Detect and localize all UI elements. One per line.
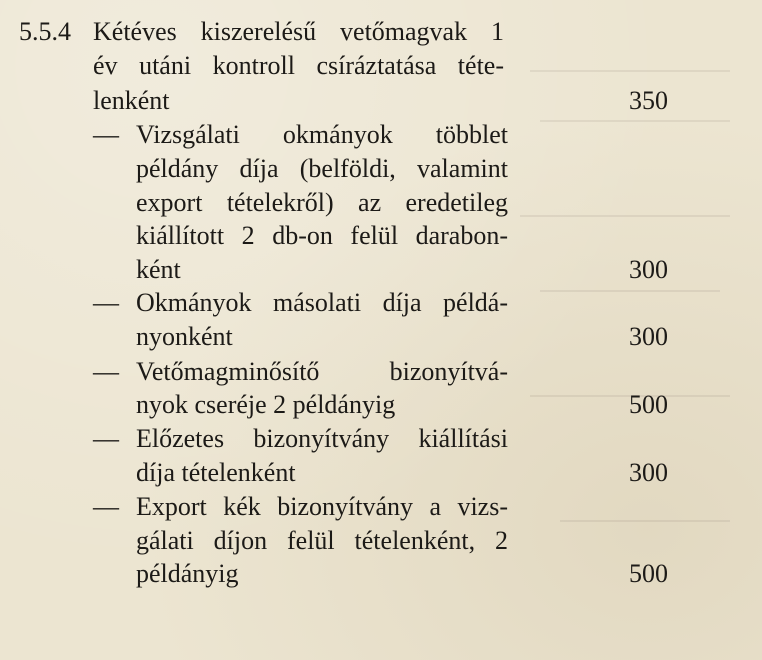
item-line bbox=[136, 286, 508, 320]
item-line bbox=[136, 219, 508, 253]
item-dash: — bbox=[93, 120, 119, 149]
item-line-text: kiállított 2 db-on felül darabon- bbox=[136, 221, 508, 250]
item-line-text: Vetőmagminősítő bizonyítvá- bbox=[136, 357, 508, 386]
item-line-text: Vizsgálati okmányok többlet bbox=[136, 120, 508, 149]
item-value: 300 bbox=[629, 322, 668, 351]
item-dash: — bbox=[93, 492, 119, 521]
bleed-through-mark bbox=[530, 70, 730, 72]
item-value: 500 bbox=[629, 559, 668, 588]
section-line: lenként bbox=[93, 86, 170, 115]
bleed-through-mark bbox=[540, 290, 720, 292]
item-dash: — bbox=[93, 424, 119, 453]
item-line-text: példány díja (belföldi, valamint bbox=[136, 154, 508, 183]
item-value: 500 bbox=[629, 390, 668, 419]
item-line-text: Előzetes bizonyítvány kiállítási bbox=[136, 424, 508, 453]
item-line bbox=[136, 422, 508, 456]
section-number: 5.5.4 bbox=[19, 17, 71, 46]
section-value: 350 bbox=[629, 86, 668, 115]
item-line: nyok cseréje 2 példányig bbox=[136, 390, 396, 419]
item-line-text: gálati díjon felül tételenként, 2 bbox=[136, 526, 508, 555]
item-line bbox=[136, 118, 508, 152]
bleed-through-mark bbox=[540, 120, 730, 122]
item-dash: — bbox=[93, 357, 119, 386]
item-line bbox=[136, 490, 508, 524]
item-line-text: Okmányok másolati díja példá- bbox=[136, 288, 508, 317]
section-line-text: év utáni kontroll csíráztatása téte- bbox=[93, 51, 504, 80]
bleed-through-mark bbox=[520, 215, 730, 217]
item-line bbox=[136, 152, 508, 186]
item-dash: — bbox=[93, 288, 119, 317]
item-line bbox=[136, 186, 508, 220]
item-line-text: export tételekről) az eredetileg bbox=[136, 188, 508, 217]
section-line bbox=[93, 49, 504, 83]
section-line-text: Kétéves kiszerelésű vetőmagvak 1 bbox=[93, 17, 504, 46]
item-line-text: Export kék bizonyítvány a vizs- bbox=[136, 492, 508, 521]
item-line bbox=[136, 355, 508, 389]
item-value: 300 bbox=[629, 458, 668, 487]
section-line bbox=[93, 15, 504, 49]
item-line bbox=[136, 524, 508, 558]
item-value: 300 bbox=[629, 255, 668, 284]
bleed-through-mark bbox=[560, 520, 730, 522]
item-line: példányig bbox=[136, 559, 239, 588]
item-line: nyonként bbox=[136, 322, 233, 351]
item-line: ként bbox=[136, 255, 181, 284]
item-line: díja tételenként bbox=[136, 458, 296, 487]
